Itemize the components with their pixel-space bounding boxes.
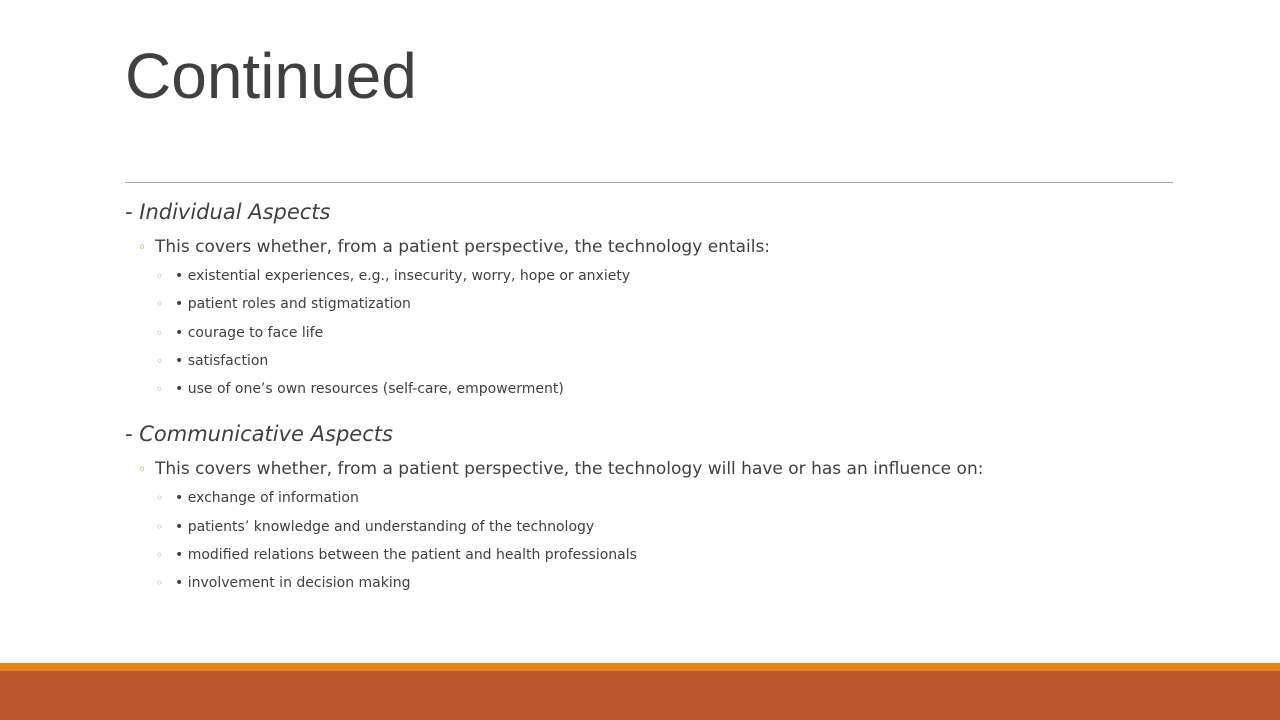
footer-band-accent <box>0 663 1280 671</box>
intro-text: This covers whether, from a patient perspective, the technology entails: <box>155 237 771 257</box>
list-item-text: • involvement in decision making <box>175 575 411 591</box>
bullet-marker: ◦ <box>156 326 164 340</box>
bullet-marker: ◦ <box>156 491 164 505</box>
list-item <box>156 489 359 507</box>
section-intro-communicative <box>138 458 983 481</box>
bullet-marker: ◦ <box>156 269 164 283</box>
section-intro-individual <box>138 236 770 259</box>
list-item <box>156 324 323 342</box>
list-item-text: • patients’ knowledge and understanding of the technology <box>175 519 595 535</box>
intro-text: This covers whether, from a patient perspective, the technology will have or has an influence on: <box>155 459 984 479</box>
title-divider <box>125 182 1173 183</box>
list-item-text: • existential experiences, e.g., insecurity, worry, hope or anxiety <box>175 268 631 284</box>
list-item <box>156 267 630 285</box>
bullet-marker: ◦ <box>156 354 164 368</box>
list-item-text: • use of one’s own resources (self-care, empowerment) <box>175 381 564 397</box>
bullet-marker: ◦ <box>156 382 164 396</box>
bullet-marker: ◦ <box>156 548 164 562</box>
list-item <box>156 574 411 592</box>
bullet-marker: ◦ <box>156 520 164 534</box>
section-heading-communicative: - Communicative Aspects <box>125 422 393 446</box>
list-item <box>156 546 637 564</box>
bullet-marker: ◦ <box>156 576 164 590</box>
bullet-marker: ◦ <box>156 297 164 311</box>
list-item <box>156 518 594 536</box>
list-item-text: • exchange of information <box>175 490 359 506</box>
slide-title: Continued <box>125 40 417 112</box>
list-item-text: • modified relations between the patient and health professionals <box>175 547 637 563</box>
footer-band <box>0 671 1280 720</box>
list-item-text: • patient roles and stigmatization <box>175 296 411 312</box>
list-item-text: • courage to face life <box>175 325 324 341</box>
list-item <box>156 380 564 398</box>
list-item <box>156 352 268 370</box>
bullet-marker: ◦ <box>138 462 147 478</box>
list-item <box>156 295 411 313</box>
section-heading-individual: - Individual Aspects <box>125 200 331 224</box>
list-item-text: • satisfaction <box>175 353 269 369</box>
bullet-marker: ◦ <box>138 240 147 256</box>
